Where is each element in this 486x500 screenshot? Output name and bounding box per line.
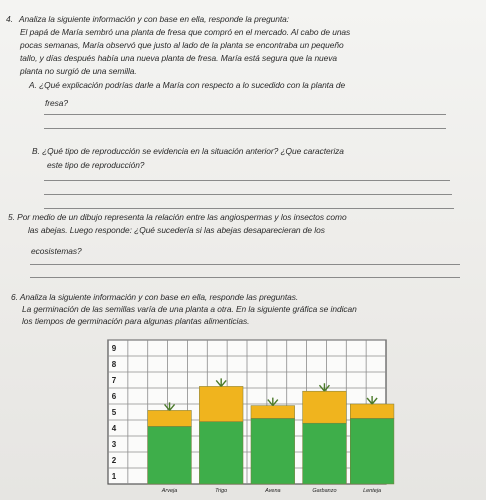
bar-yellow: [251, 406, 295, 419]
bar-yellow: [350, 404, 394, 418]
bar-green: [199, 422, 243, 484]
q4-a-answer-line-2[interactable]: [44, 128, 446, 129]
q4-intro-line-1: Analiza la siguiente información y con base en ella, responde la pregunta:: [19, 14, 290, 24]
x-tick-label: Garbanzo: [312, 488, 337, 494]
germination-chart: [86, 334, 478, 500]
q4-b-answer-line-3[interactable]: [44, 208, 454, 209]
bar-yellow: [148, 410, 192, 426]
q6-line-2: La germinación de las semillas varía de una planta a otra. En la siguiente gráfica se indican: [22, 304, 357, 314]
y-tick-label: 9: [111, 344, 117, 353]
q5-answer-line-1[interactable]: [30, 264, 460, 265]
q5-line-1: 5. Por medio de un dibujo representa la relación entre las angiospermas y los insectos como: [8, 212, 347, 222]
y-tick-label: 7: [111, 376, 117, 385]
y-tick-label: 8: [111, 360, 117, 369]
bar-yellow: [199, 386, 243, 421]
q4-intro-line-5: planta no surgió de una semilla.: [20, 66, 137, 76]
x-tick-label: Lenteja: [363, 488, 382, 494]
q5-answer-line-2[interactable]: [30, 277, 460, 278]
x-tick-label: Arveja: [161, 488, 178, 494]
q4-a-question-line-1: A. ¿Qué explicación podrías darle a María con respecto a lo sucedido con la planta de: [29, 80, 346, 90]
q6-line-1: 6. Analiza la siguiente información y con base en ella, responde las preguntas.: [11, 292, 299, 302]
q5-line-2: las abejas. Luego responde: ¿Qué sucedería si las abejas desaparecieran de los: [28, 225, 325, 235]
bar-green: [251, 418, 295, 484]
x-tick-label: Avena: [265, 488, 281, 494]
y-tick-label: 4: [111, 424, 117, 433]
q4-a-answer-line-1[interactable]: [44, 114, 446, 115]
germination-chart-svg: [86, 334, 478, 500]
y-tick-label: 5: [111, 408, 117, 417]
q4-b-question-line-2: este tipo de reproducción?: [47, 160, 145, 170]
y-tick-label: 6: [111, 392, 117, 401]
x-tick-label: Trigo: [215, 488, 228, 494]
q5-line-3: ecosistemas?: [31, 246, 82, 256]
q4-intro-line-2: El papá de María sembró una planta de fresa que compró en el mercado. Al cabo de unas: [20, 27, 351, 37]
y-tick-label: 1: [111, 472, 117, 481]
q6-line-3: los tiempos de germinación para algunas plantas alimenticias.: [22, 316, 250, 326]
q4-intro-line-3: pocas semanas, María observó que justo al lado de la planta se encontraba un pequeño: [20, 40, 344, 50]
bar-green: [303, 423, 347, 484]
q4-b-answer-line-1[interactable]: [44, 180, 450, 181]
q4-intro-line-4: tallo, y días después había una nueva planta de fresa. María está segura que la nueva: [20, 53, 338, 63]
y-tick-label: 3: [111, 440, 117, 449]
q4-a-question-line-2: fresa?: [45, 98, 68, 108]
bar-green: [350, 418, 394, 484]
y-tick-label: 2: [111, 456, 117, 465]
bar-green: [148, 426, 192, 484]
q4-b-question-line-1: B. ¿Qué tipo de reproducción se evidencia en la situación anterior? ¿Que caracteriza: [32, 146, 344, 156]
q4-b-answer-line-2[interactable]: [44, 194, 452, 195]
bar-yellow: [303, 391, 347, 423]
q4-number: 4.: [6, 14, 13, 24]
